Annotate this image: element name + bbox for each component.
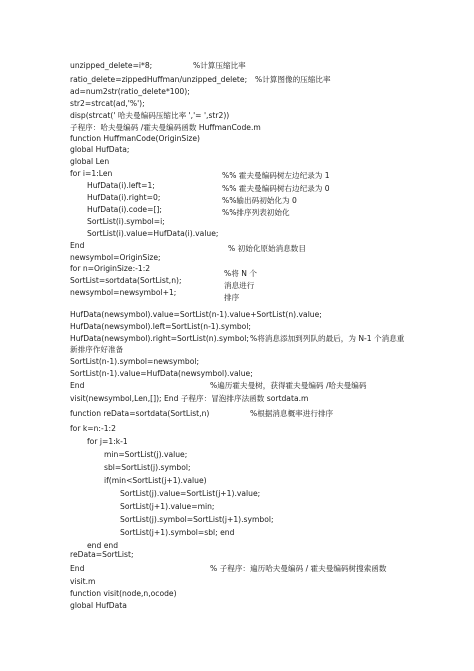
code-line: HufData(i).left=1; xyxy=(87,181,155,190)
code-line: global HufData xyxy=(70,601,127,610)
side-comment-clipped: 排序 xyxy=(224,293,240,302)
code-line: HufData(newsymbol).value=SortList(n-1).value+SortList(n).value; xyxy=(70,310,322,319)
code-line: visit.m xyxy=(70,577,96,586)
code-line: for j=1:k-1 xyxy=(87,437,128,446)
side-comment: %% 霍夫曼编码树左边纪录为 1 xyxy=(222,171,330,180)
code-line: for n=OriginSize:-1:2 xyxy=(70,264,151,273)
code-line: SortList(j+1).value=min; xyxy=(120,502,215,511)
code-line: HufData(i).right=0; xyxy=(87,193,161,202)
code-comment: %遍历霍夫曼树，获得霍夫曼编码 /哈夫曼编码 xyxy=(210,381,367,390)
code-comment: %将消息添加到列队的最后，为 N-1 个消息重 xyxy=(250,334,405,343)
code-line: function visit(node,n,ocode) xyxy=(70,589,177,598)
code-line: SortList(j).value=SortList(j+1).value; xyxy=(120,489,261,498)
side-comment: %将 N 个 xyxy=(224,269,257,278)
code-line: unzipped_delete=i*8; xyxy=(70,61,153,70)
code-line: disp(strcat(' 哈夫曼编码压缩比率 ','= ',str2)) xyxy=(70,111,230,120)
code-line: SortList(i).value=HufData(i).value; xyxy=(87,229,219,238)
code-line: function HuffmanCode(OriginSize) xyxy=(70,134,200,143)
code-line: 子程序：哈夫曼编码 /霍夫曼编码函数 HuffmanCode.m xyxy=(70,123,261,132)
code-line: SortList(n-1).value=HufData(newsymbol).value; xyxy=(70,369,253,378)
code-comment: %根据消息概率进行排序 xyxy=(250,409,334,418)
code-line: for i=1:Len xyxy=(70,169,113,178)
code-line: newsymbol=OriginSize; xyxy=(70,253,161,262)
code-line: SortList=sortdata(SortList,n); xyxy=(70,276,182,285)
side-comment: 消息进行 xyxy=(224,281,255,290)
code-line: str2=strcat(ad,'%'); xyxy=(70,99,145,108)
side-comment: % 初始化原始消息数目 xyxy=(228,244,306,253)
code-line: end end xyxy=(87,541,119,550)
code-comment: % 子程序：遍历哈夫曼编码 / 霍夫曼编码树搜索函数 xyxy=(210,564,387,573)
code-line: ratio_delete=zippedHuffman/unzipped_delete; xyxy=(70,75,248,84)
code-line: min=SortList(j).value; xyxy=(104,450,188,459)
code-line: End xyxy=(70,241,85,250)
code-line: SortList(j+1).symbol=sbl; end xyxy=(120,528,235,537)
code-comment: %计算压缩比率 xyxy=(193,61,246,70)
code-line: global HufData; xyxy=(70,145,130,154)
code-line: reData=SortList; xyxy=(70,550,134,559)
side-comment: %% 霍夫曼编码树右边纪录为 0 xyxy=(222,184,330,193)
code-line: HufData(newsymbol).right=SortList(n).symbol; xyxy=(70,334,249,343)
code-line: End xyxy=(70,381,85,390)
code-line: SortList(i).symbol=i; xyxy=(87,217,165,226)
code-line: function reData=sortdata(SortList,n) xyxy=(70,409,210,418)
code-line: End xyxy=(70,564,85,573)
code-line: if(min<SortList(j+1).value) xyxy=(104,476,207,485)
code-comment: %计算图像的压缩比率 xyxy=(255,75,331,84)
code-line: ad=num2str(ratio_delete*100); xyxy=(70,87,190,96)
code-line: HufData(newsymbol).left=SortList(n-1).symbol; xyxy=(70,322,251,331)
code-line: SortList(n-1).symbol=newsymbol; xyxy=(70,357,200,366)
code-line: HufData(i).code=[]; xyxy=(87,205,162,214)
code-line: for k=n:-1:2 xyxy=(70,424,116,433)
code-line: SortList(j).symbol=SortList(j+1).symbol; xyxy=(120,515,274,524)
code-line: 新排序作好准备 xyxy=(70,345,124,354)
code-line: visit(newsymbol,Len,[]); End 子程序：冒泡排序法函数 sortdata.m xyxy=(70,394,309,403)
code-line: newsymbol=newsymbol+1; xyxy=(70,288,177,297)
code-line: sbl=SortList(j).symbol; xyxy=(104,463,191,472)
code-line: global Len xyxy=(70,157,110,166)
side-comment: %%输出码初始化为 0 xyxy=(222,196,297,205)
side-comment: %%排序列表初始化 xyxy=(222,208,290,217)
